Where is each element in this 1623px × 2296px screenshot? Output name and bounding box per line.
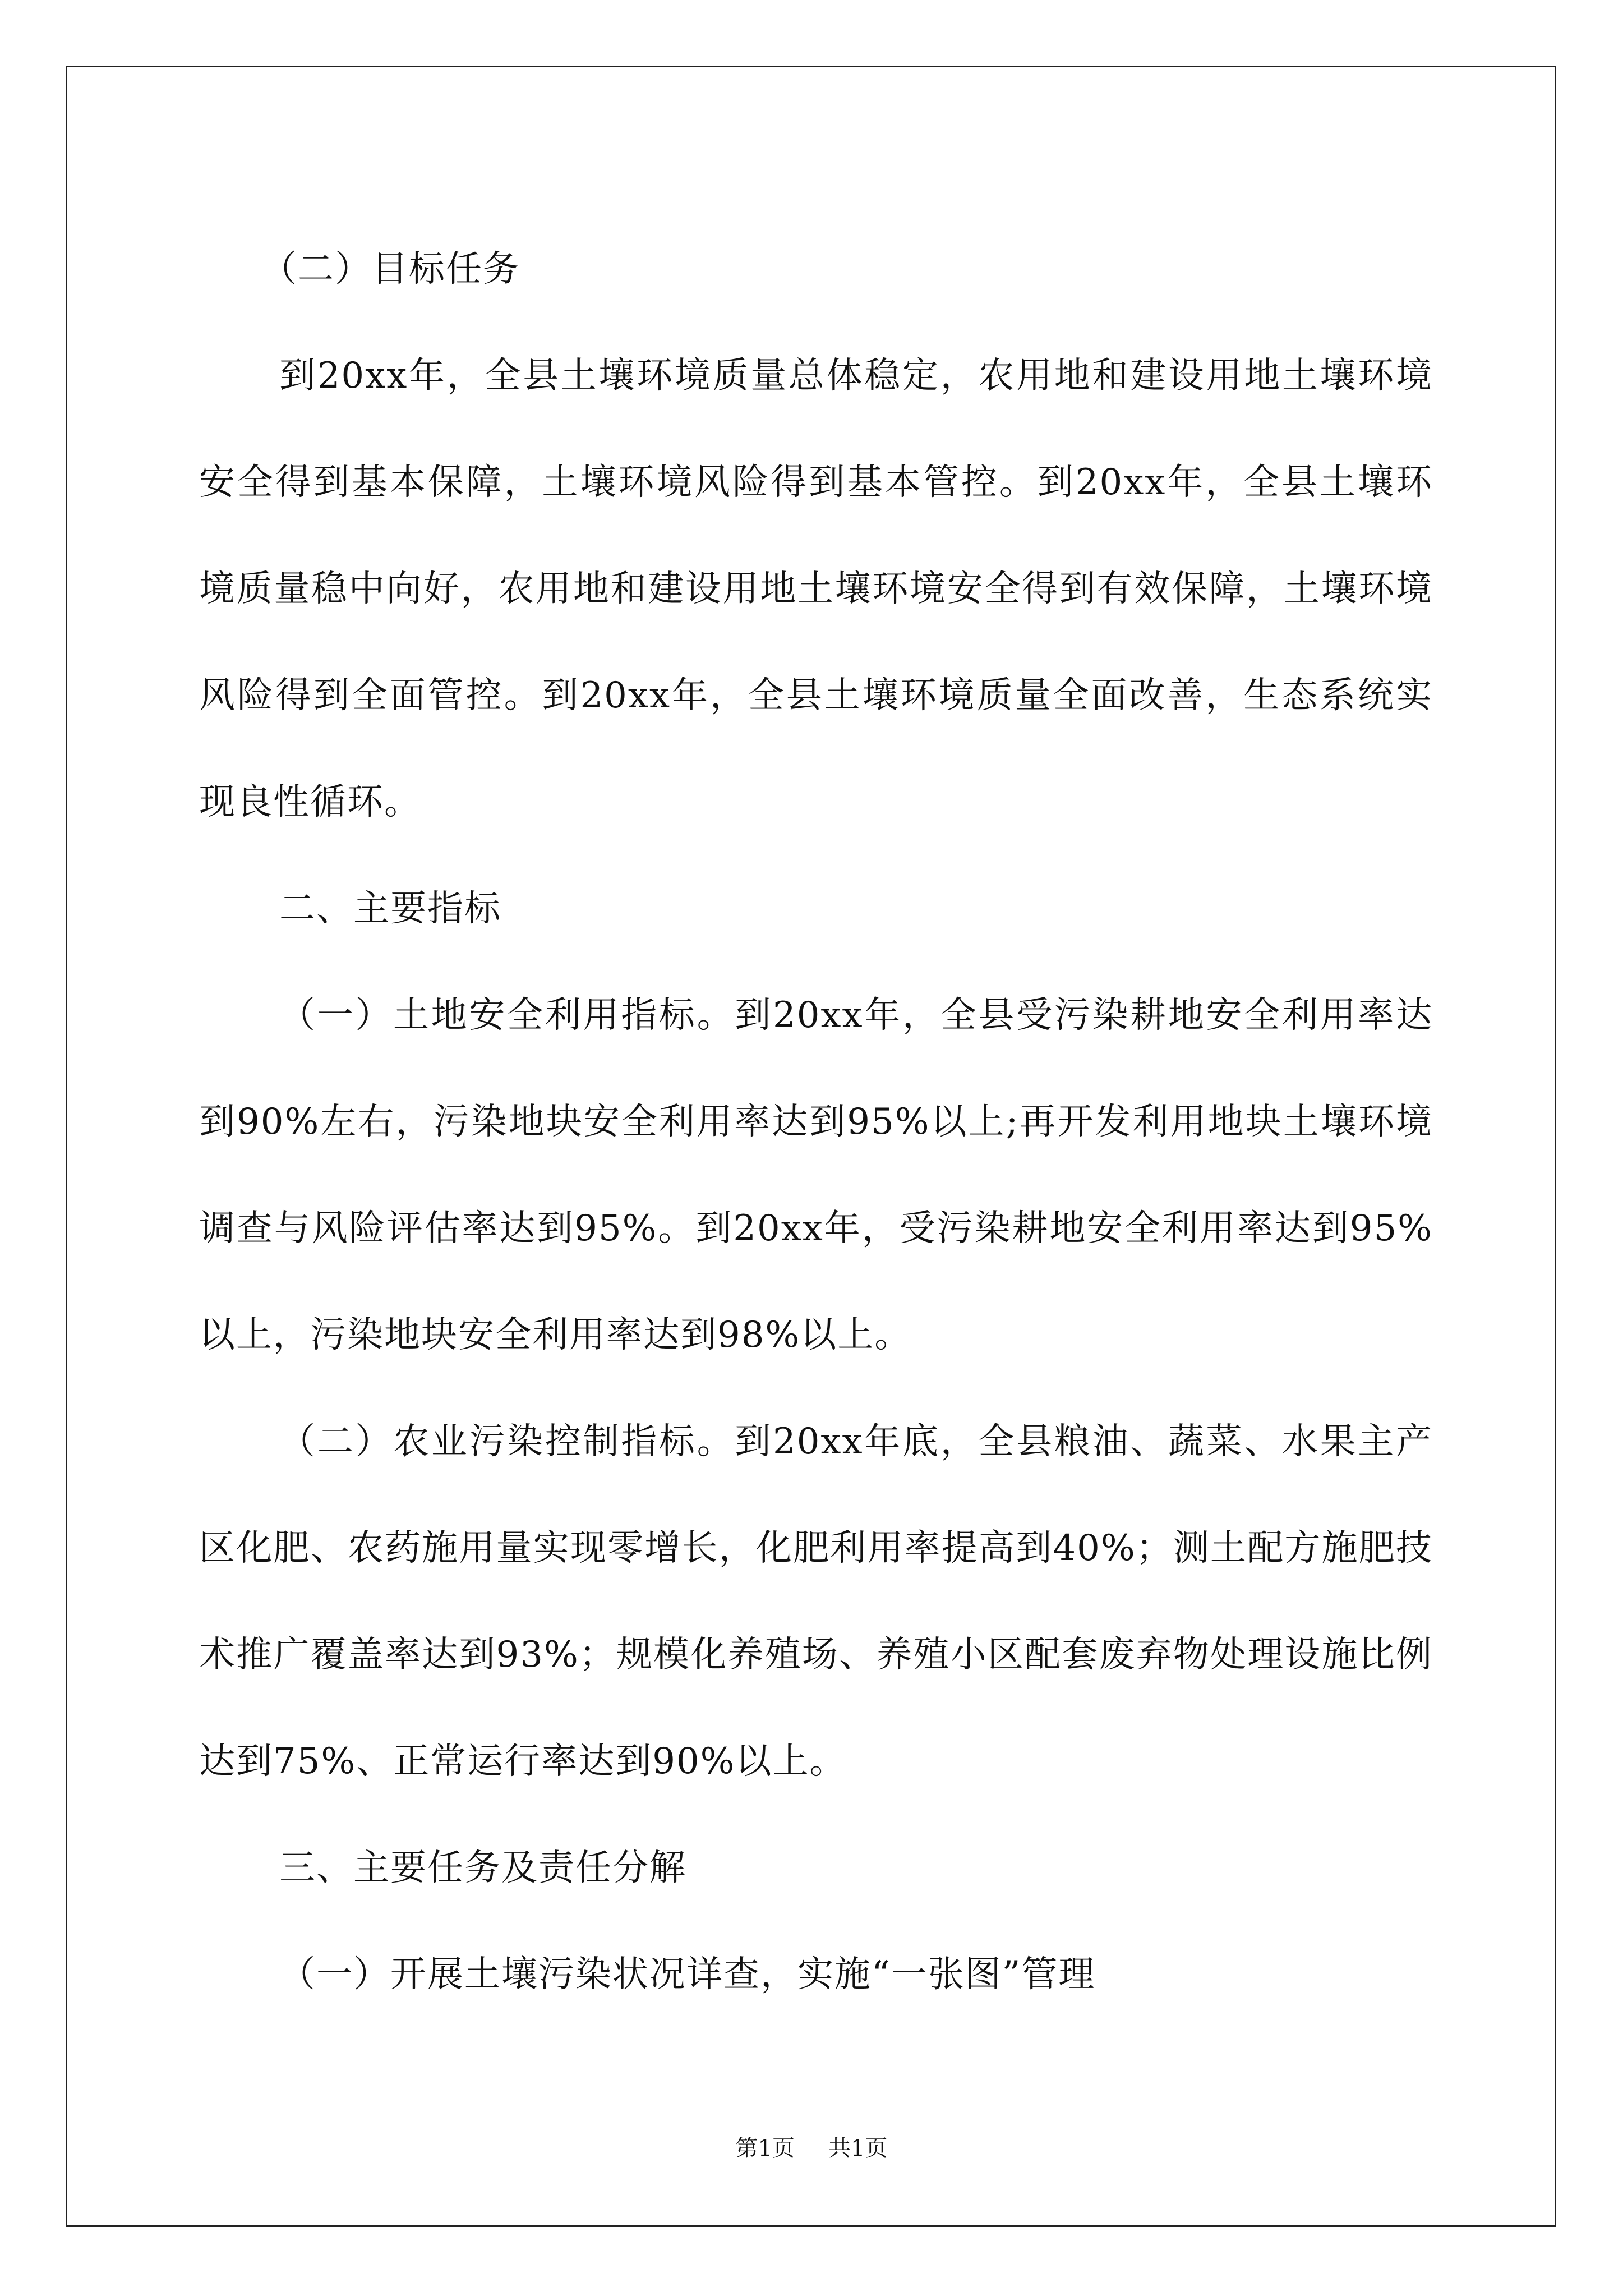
page-number: 第1页 [735,2136,795,2161]
paragraph-agricultural-pollution-indicators: （二）农业污染控制指标。到20xx年底，全县粮油、蔬菜、水果主产区化肥、农药施用量实现零增长，化肥利用率提高到40%；测土配方施肥技术推广覆盖率达到93%；规模化养殖场、养殖小区配套废弃物处理设施比例达到75%、正常运行率达到90%以上。 [199,1421,1433,1782]
page-total: 共1页 [828,2136,888,2161]
section-heading-main-indicators: 二、主要指标 [279,888,501,930]
document-body [199,216,1433,2028]
section-heading-target-tasks: （二）目标任务 [261,249,520,290]
paragraph-land-safety-indicators: （一）土地安全利用指标。到20xx年，全县受污染耕地安全利用率达到90%左右，污染地块安全利用率达到95%以上;再开发利用地块土壤环境调查与风险评估率达到95%。到20xx年，受污染耕地安全利用率达到95%以上，污染地块安全利用率达到98%以上。 [199,995,1433,1356]
subsection-heading-soil-survey: （一）开展土壤污染状况详查，实施“一张图”管理 [279,1954,1096,1995]
paragraph-target-tasks: 到20xx年，全县土壤环境质量总体稳定，农用地和建设用地土壤环境安全得到基本保障，土壤环境风险得到基本管控。到20xx年，全县土壤环境质量稳中向好，农用地和建设用地土壤环境安全得到有效保障，土壤环境风险得到全面管控。到20xx年，全县土壤环境质量全面改善，生态系统实现良性循环。 [199,355,1433,823]
page-footer [0,2132,1623,2165]
section-heading-main-tasks: 三、主要任务及责任分解 [279,1847,686,1889]
